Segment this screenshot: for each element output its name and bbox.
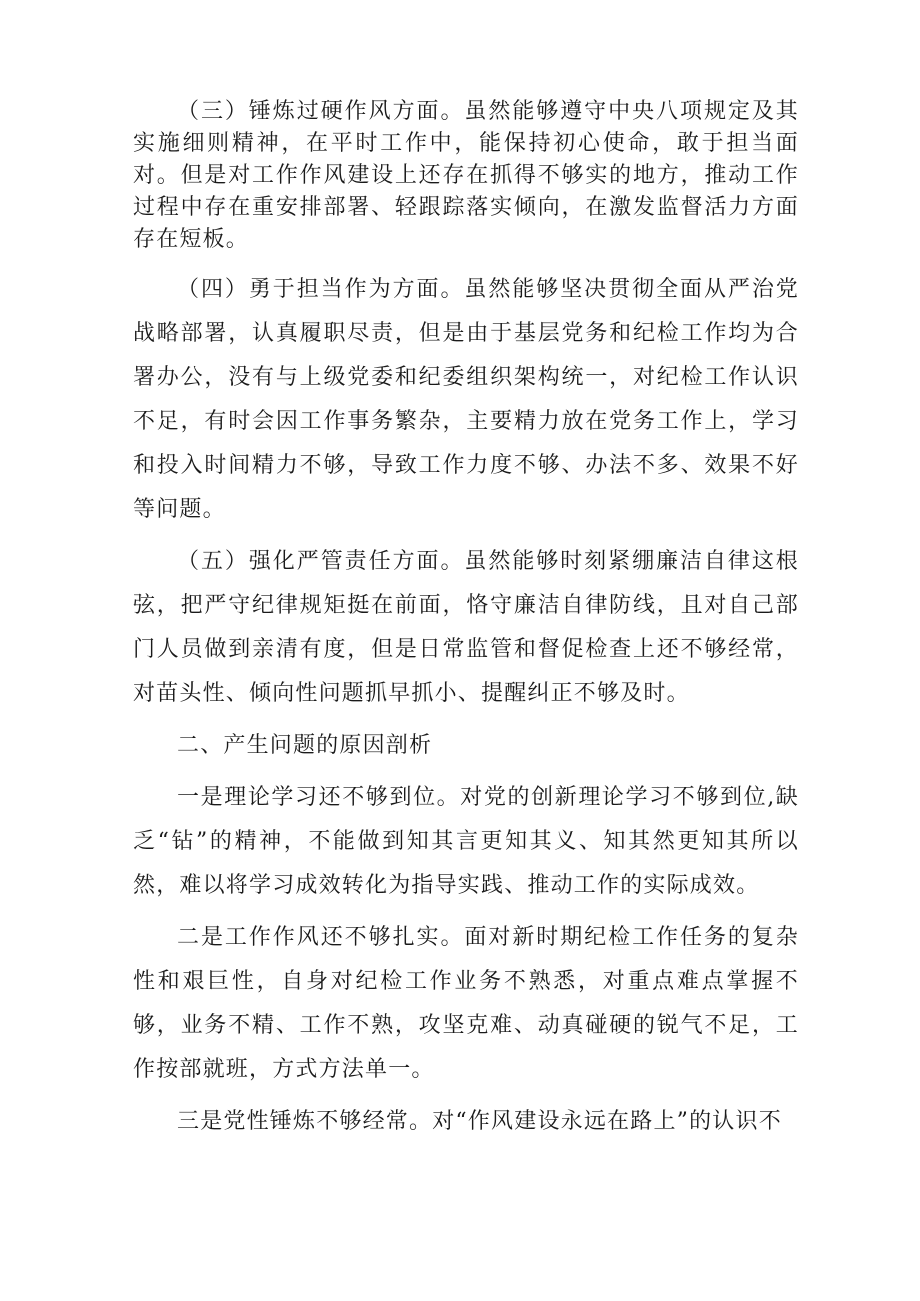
paragraph-theory-study: 一是理论学习还不够到位。对党的创新理论学习不够到位,缺乏“钻”的精神，不能做到知其言更知其义、知其然更知其所以然，难以将学习成效转化为指导实践、推动工作的实际成效。 <box>133 785 799 898</box>
paragraph-strict-management: （五）强化严管责任方面。虽然能够时刻紧绷廉洁自律这根弦，把严守纪律规矩挺在前面，恪守廉洁自律防线，且对自己部门人员做到亲清有度，但是日常监管和督促检查上还不够经常，对苗头性、倾向性问题抓早抓小、提醒纠正不够及时。 <box>133 549 799 706</box>
section-heading-cause-analysis: 二、产生问题的原因剖析 <box>177 733 433 758</box>
paragraph-responsibility: （四）勇于担当作为方面。虽然能够坚决贯彻全面从严治党战略部署，认真履职尽责，但是由于基层党务和纪检工作均为合署办公，没有与上级党委和纪委组织架构统一，对纪检工作认识不足，有时会因工作事务繁杂，主要精力放在党务工作上，学习和投入时间精力不够，导致工作力度不够、办法不多、效果不好等问题。 <box>133 277 799 522</box>
paragraph-work-style: 二是工作作风还不够扎实。面对新时期纪检工作任务的复杂性和艰巨性，自身对纪检工作业务不熟悉，对重点难点掌握不够，业务不精、工作不熟，攻坚克难、动真碰硬的锐气不足，工作按部就班，方式方法单一。 <box>133 925 799 1082</box>
paragraph-style-work: （三）锤炼过硬作风方面。虽然能够遵守中央八项规定及其实施细则精神，在平时工作中，能保持初心使命，敢于担当面对。但是对工作作风建设上还存在抓得不够实的地方，推动工作过程中存在重安排部署、轻跟踪落实倾向，在激发监督活力方面存在短板。 <box>133 99 799 252</box>
document-body <box>133 96 799 1152</box>
paragraph-party-spirit: 三是党性锤炼不够经常。对“作风建设永远在路上”的认识不 <box>177 1109 782 1134</box>
